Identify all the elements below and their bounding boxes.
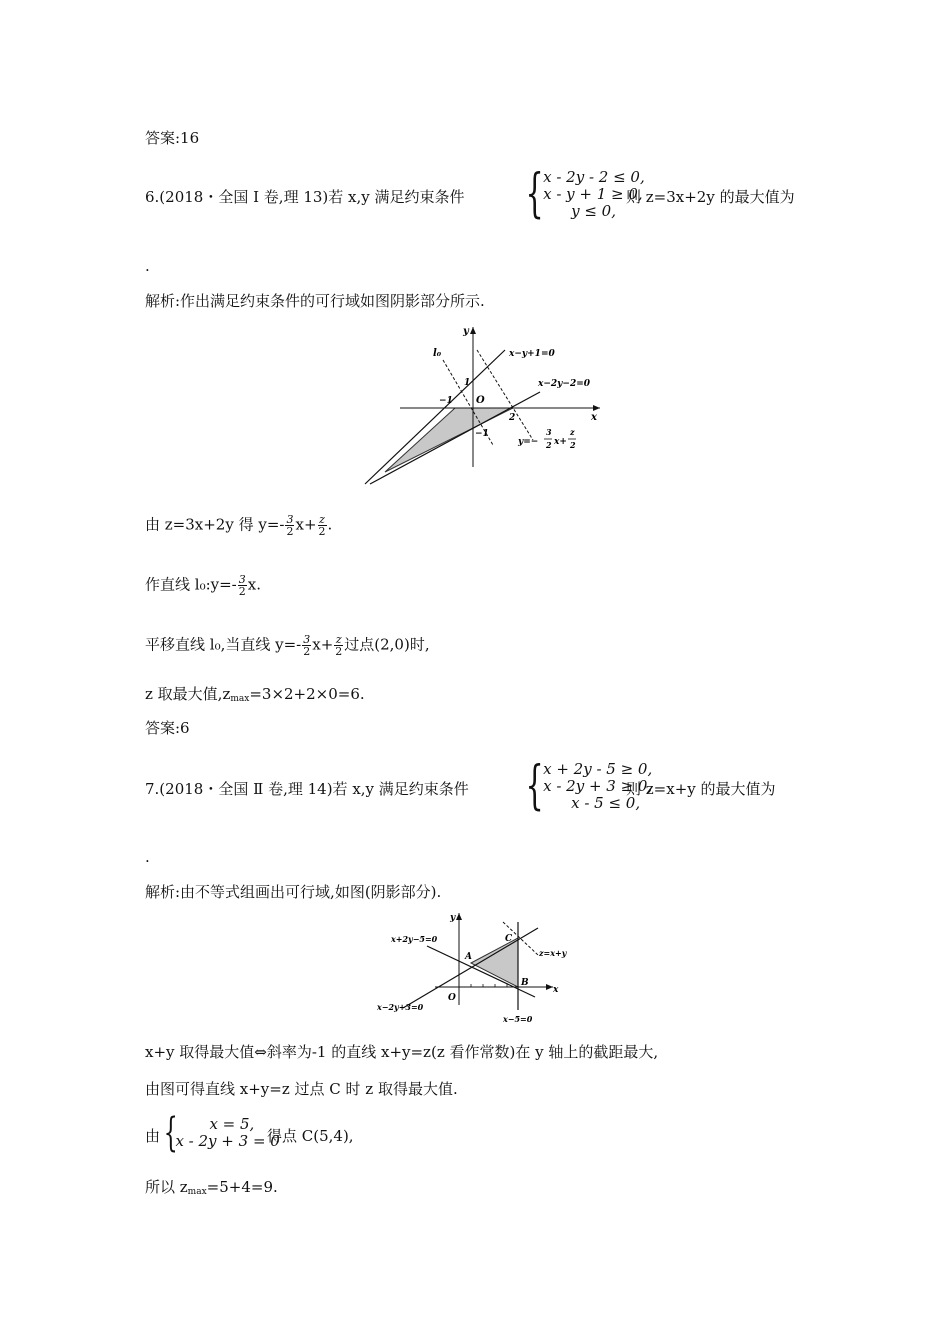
answer-q6: 答案:6 [145,719,190,737]
q7-sys-pre: 由 [145,1127,161,1145]
q7-fig-point-c: C [505,934,513,944]
q6-suffix: 则 z=3x+2y 的最大值为 [626,188,795,206]
q7-shaded-region [471,938,518,987]
q6-fig-tick-m1: −1 [439,396,453,406]
left-brace-icon: { [163,1110,178,1156]
q7-constraint-2: x - 2y + 3 ≥ 0, [543,776,653,795]
q7-line1: x+y 取得最大值⇔斜率为-1 的直线 x+y=z(z 看作常数)在 y 轴上的截距最大, [145,1043,659,1061]
q6-fig-obj-f2-num: z [570,427,575,437]
q6-fig-obj-f2-den: 2 [570,440,576,450]
q7-blank-dot: . [145,848,150,866]
q7-fig-l3: x−5=0 [503,1014,533,1024]
fraction: $\frac{z}{2}$ [335,633,343,658]
q6-step1: 由 z=3x+2y 得 y=- $\frac{3}{2}$ x+ $\frac{z}{2}$ . [145,513,333,538]
q7-feasible-region-figure [375,910,585,1030]
q7-final: 所以 $z_{max}=5+4=9$. [145,1178,278,1197]
q6-fig-l0: l₀ [433,348,442,359]
q7-fig-point-b: B [521,978,529,988]
q7-analysis: 解析:由不等式组画出可行域,如图(阴影部分). [145,883,442,901]
q6-fig-obj-pre: y=− [518,437,539,447]
fraction: $\frac{3}{2}$ [303,633,311,658]
q6-fig-line2: x−2y−2=0 [538,379,591,389]
q7-fig-x-label: x [553,985,559,995]
q6-feasible-region-figure [355,322,605,487]
q7-fig-l2: x−2y+3=0 [377,1002,424,1012]
q6-step1-pre: 由 z=3x+2y 得 y=- [145,515,285,534]
q7-prefix: 7.(2018・全国 Ⅱ 卷,理 14)若 x,y 满足约束条件 [145,780,469,798]
q6-fig-x-label: x [591,412,597,423]
q6-step3: 平移直线 l₀,当直线 y=- $\frac{3}{2}$ x+ $\frac{z}{2}$ 过点(2,0)时, [145,633,430,658]
q6-constraint-1: x - 2y - 2 ≤ 0, [543,167,645,186]
left-brace-icon: { [525,756,544,816]
answer-q5: 答案:16 [145,129,200,147]
q7-fig-l1: x+2y−5=0 [391,934,438,944]
q6-fig-tick-2: 2 [509,413,516,423]
q6-fig-tick-1: 1 [464,378,471,388]
fraction: $\frac{3}{2}$ [286,513,294,538]
q7-line2: 由图可得直线 x+y=z 过点 C 时 z 取得最大值. [145,1080,458,1098]
q7-solve-system [158,1110,280,1156]
q6-fig-obj-mid: x+ [554,437,567,447]
fraction: $\frac{z}{2}$ [318,513,326,538]
q7-suffix: 则 z=x+y 的最大值为 [626,780,776,798]
q7-sys-post: 得点 C(5,4), [267,1127,354,1145]
q6-fig-tick-m1y: −1 [475,429,489,439]
q6-step2: 作直线 l₀:y=- $\frac{3}{2}$ x. [145,573,261,598]
q6-analysis: 解析:作出满足约束条件的可行域如图阴影部分所示. [145,292,485,310]
q7-sys-row2: x - 2y + 3 = 0 [175,1132,280,1150]
left-brace-icon: { [525,164,544,224]
q7-fig-y-label: y [450,913,456,923]
q6-fig-obj-f1-den: 2 [546,440,552,450]
q7-sys-row1: x = 5, [209,1115,255,1133]
q6-fig-origin: O [476,395,485,406]
q6-fig-obj-f1-num: 3 [546,427,552,437]
q7-fig-point-a: A [465,952,472,962]
q7-fig-origin: O [448,993,456,1003]
q6-prefix: 6.(2018・全国 Ⅰ 卷,理 13)若 x,y 满足约束条件 [145,188,465,206]
fraction: $\frac{3}{2}$ [238,573,246,598]
q7-constraint-3: x - 5 ≤ 0, [571,793,641,812]
q6-fig-y-label: y [463,326,469,337]
q7-constraint-1: x + 2y - 5 ≥ 0, [543,759,653,778]
q6-constraint-3: y ≤ 0, [571,201,616,220]
q6-fig-line1: x−y+1=0 [509,349,555,359]
q6-step4: z 取最大值$,z_{max}=3\times 2+2\times 0=6$. [145,685,365,704]
q6-blank-dot: . [145,257,150,275]
q6-constraint-2: x - y + 1 ≥ 0, [543,184,643,203]
q7-fig-obj: z=x+y [539,948,567,958]
